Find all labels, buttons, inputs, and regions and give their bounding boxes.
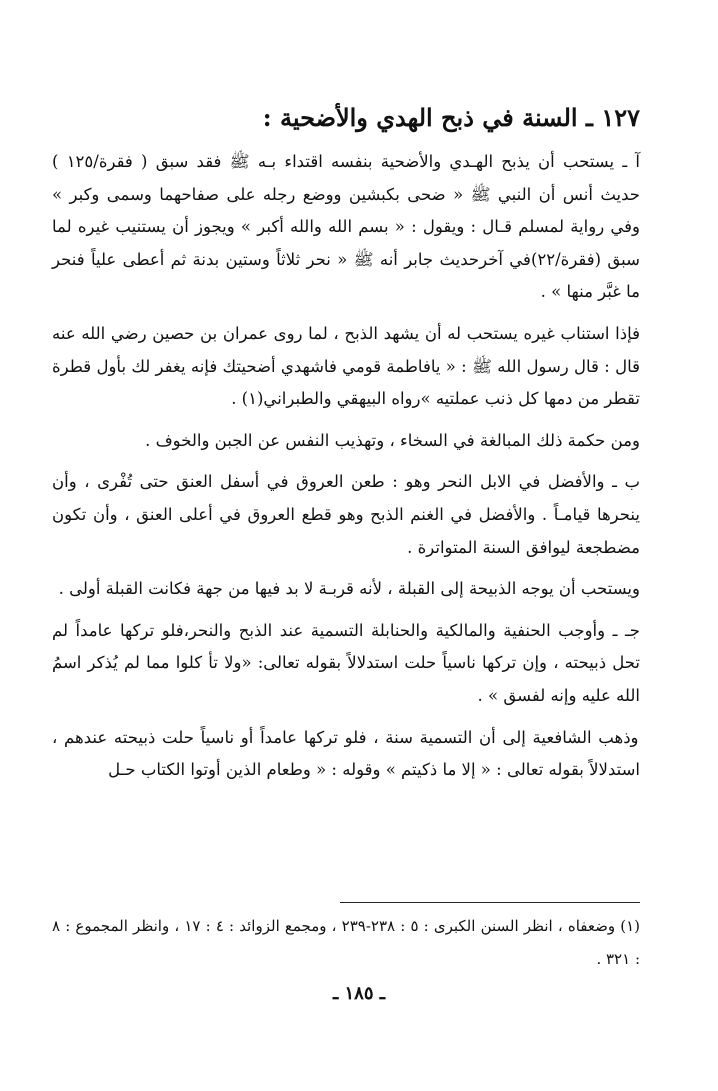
paragraph-shafii (52, 722, 640, 787)
text-line: يستنيب غيره لما سبق (فقرة/٢٢)في آخرحديث جابر أنه ﷺ « نحر ثلاثاً وستين بدنة (52, 217, 640, 269)
text-line: تكون مضطجعة ليوافق السنة المتواترة . (52, 504, 640, 557)
text-line: آ ـ يستحب أن يذبح الهـدي والأضحية بنفسه اقتداء بـه ﷺ فقد سبق (147, 152, 640, 171)
text-line: جـ ـ وأوجب الحنفية والمالكية والحنابلة التسمية عند الذبح والنحر،فلو تركها عامداً (68, 620, 640, 640)
text-line: وذهب الشافعية إلى أن التسمية سنة ، فلو تركها عامداً أو ناسياً حلت ذبيحته عندهم ، (52, 727, 639, 747)
page-number: ـ ١٨٥ ـ (332, 983, 386, 1004)
text-line: وأن ينحرها قيامـاً . والأفضل في الغنم الذبح وهو قطع العروق في أعلى العنق ، وأن (52, 472, 640, 524)
text-line: استدلالاً بقوله تعالى : « إلا ما ذكيتم » وقوله : « وطعام الذين أوتوا الكتاب حـل (108, 760, 640, 780)
text-line: ثم أعطى علياً فنحر ما غبَّر منها » . (52, 249, 640, 302)
footnote-divider (340, 902, 640, 903)
text-line: فإذا استناب غيره يستحب له أن يشهد الذبح ، لما روى عمران بن حصين رضي الله (75, 323, 640, 343)
text-line: ومن حكمة ذلك المبالغة في السخاء ، وتهذيب النفس عن الجبن والخوف . (145, 430, 640, 450)
text-line: ويستحب أن يوجه الذبيحة إلى القبلة ، لأنه قربـة لا بد فيها من جهة فكانت (142, 579, 640, 599)
paragraph-a (52, 146, 640, 309)
text-line: القبلة أولى . (58, 579, 143, 599)
paragraph-c (52, 615, 640, 713)
text-line: اسمُ الله عليه وإنه لفسق » . (52, 653, 640, 705)
text-line: عنه قال : قال رسول الله ﷺ : « يافاطمة قومي فاشهدي أضحيتك فإنه يغفر لك بأول (52, 323, 640, 376)
paragraph-delegation (52, 318, 640, 416)
paragraph-qibla (52, 573, 640, 606)
footnote-line: (١) وضعفاه ، انظر السنن الكبرى : ٥ : ٢٣٨-٢٣٩ ، ومجمع الزوائد : ٤ : ١٧ ، وانظر (127, 917, 641, 935)
text-line: ( فقرة/١٢٥ ) حديث أنس أن النبي ﷺ « ضحى بكبشين ووضع رجله على صفاحهما (52, 152, 640, 204)
footnote-line: المجموع : ٨ : ٣٢١ . (52, 917, 640, 968)
text-line: قطرة تقطر من دمها كل ذنب عملتيه »رواه البيهقي والطبراني(١) . (52, 356, 640, 409)
text-line: وسمى وكبر » وفي رواية لمسلم قـال : ويقول : « بسم الله والله أكبر » ويجوز أن (52, 184, 641, 237)
paragraph-wisdom (52, 425, 640, 458)
text-line: لم تحل ذبيحته ، وإن تركها ناسياً حلت استدلالاً بقوله تعالى: «ولا تأ كلوا مما لم يُذكر (52, 620, 640, 673)
body-text (52, 146, 640, 787)
footnote (52, 910, 640, 976)
paragraph-b (52, 466, 640, 564)
text-line: ب ـ والأفضل في الابل النحر وهو : طعن العروق في أسفل العنق حتى تُفْرى ، (76, 472, 640, 492)
section-heading: ١٢٧ ـ السنة في ذبح الهدي والأضحية : (262, 103, 640, 132)
